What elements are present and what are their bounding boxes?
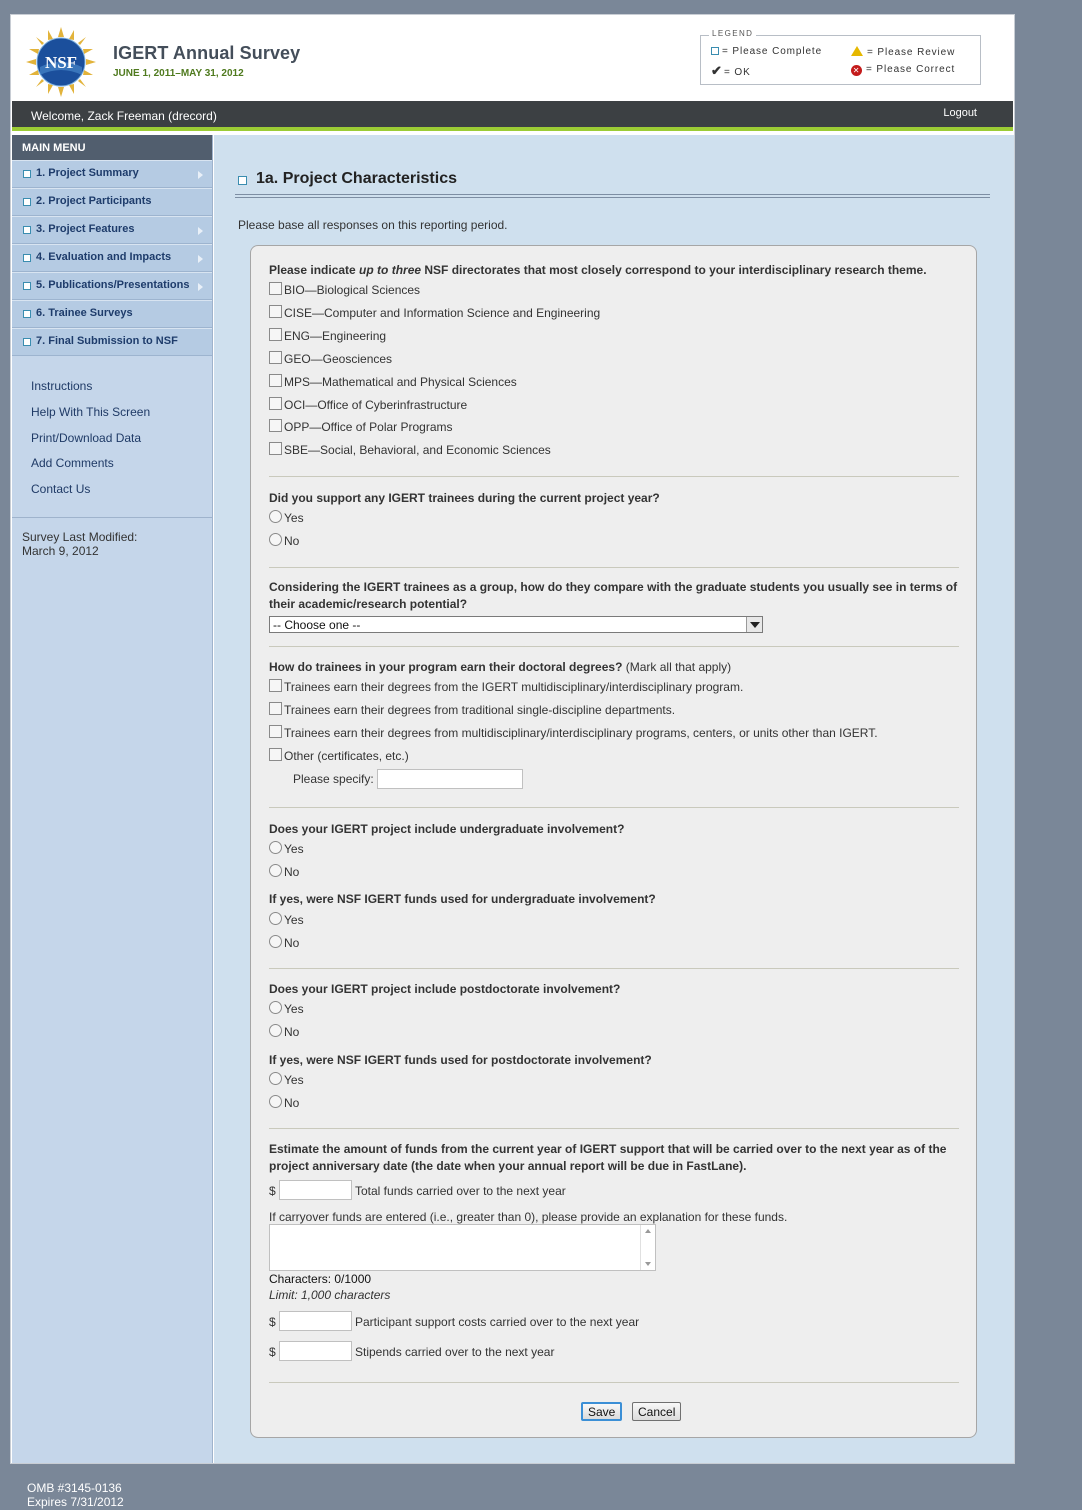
checkbox-other[interactable]: Other (certificates, etc.): [269, 748, 409, 763]
doctoral-degrees-section: [269, 659, 959, 789]
legend-please-correct: ✕ = Please Correct: [852, 64, 956, 75]
chevron-right-icon: [198, 255, 203, 263]
legend-please-complete: = Please Complete: [711, 46, 822, 57]
radio-undergrad-funds-no[interactable]: No: [269, 935, 299, 950]
svg-text:NSF: NSF: [44, 53, 78, 72]
radio-postdoc-yes[interactable]: Yes: [269, 1001, 304, 1016]
warning-icon: [851, 46, 863, 56]
total-funds-input[interactable]: [279, 1180, 352, 1200]
section-divider: [269, 1128, 959, 1129]
omb-number: OMB #3145-0136: [27, 1481, 122, 1495]
expiration-date: Expires 7/31/2012: [27, 1495, 124, 1509]
welcome-bar: [12, 101, 1013, 131]
main-menu-title: MAIN MENU: [12, 135, 212, 160]
checkbox-cise[interactable]: CISE—Computer and Information Science and Engineering: [269, 305, 600, 320]
sidebar: [12, 135, 213, 1463]
radio-trainees-yes[interactable]: Yes: [269, 510, 304, 525]
section-divider: [269, 807, 959, 808]
status-box-icon: [23, 170, 31, 178]
menu-item-project-summary[interactable]: 1. Project Summary: [12, 160, 212, 188]
menu-item-project-features[interactable]: 3. Project Features: [12, 216, 212, 244]
radio-trainees-no[interactable]: No: [269, 533, 299, 548]
radio-undergrad-no[interactable]: No: [269, 864, 299, 879]
undergraduate-funds-question: If yes, were NSF IGERT funds used for undergraduate involvement?: [269, 892, 656, 906]
print-download-link[interactable]: Print/Download Data: [31, 430, 142, 445]
participant-support-label: Participant support costs carried over to the next year: [355, 1315, 640, 1329]
carryover-explain-label: If carryover funds are entered (i.e., greater than 0), please provide an explanation for these funds.: [269, 1210, 788, 1224]
chevron-right-icon: [198, 171, 203, 179]
help-link[interactable]: Help With This Screen: [31, 404, 151, 419]
doctoral-degrees-question: How do trainees in your program earn their doctoral degrees? (Mark all that apply): [269, 660, 732, 674]
carryover-question: Estimate the amount of funds from the current year of IGERT support that will be carried over to the next year as of the project anniversary date (the date when your annual report will be due in FastLane).: [269, 1142, 947, 1173]
section-divider: [269, 968, 959, 969]
instructions-link[interactable]: Instructions: [31, 379, 93, 393]
trainee-comparison-question: Considering the IGERT trainees as a group, how do they compare with the graduate students you usually see in terms of their academic/research potential?: [269, 580, 958, 611]
undergraduate-section: [269, 821, 959, 951]
trainees-support-question: Did you support any IGERT trainees during the current project year?: [269, 491, 660, 505]
trainees-support-section: [269, 490, 959, 550]
radio-postdoc-funds-yes[interactable]: Yes: [269, 1072, 304, 1087]
character-limit: Limit: 1,000 characters: [269, 1288, 391, 1302]
total-funds-label: Total funds carried over to the next year: [355, 1184, 566, 1198]
status-box-icon: [23, 226, 31, 234]
menu-item-final-submission[interactable]: 7. Final Submission to NSF: [12, 328, 212, 356]
app-title: IGERT Annual Survey: [113, 43, 301, 63]
legend-please-review: = Please Review: [851, 46, 955, 58]
header: [11, 15, 1014, 101]
participant-support-input[interactable]: [279, 1311, 352, 1331]
survey-window: [10, 14, 1015, 1464]
section-divider: [269, 646, 959, 647]
intro-text: Please base all responses on this reporting period.: [238, 218, 508, 232]
add-comments-link[interactable]: Add Comments: [31, 456, 114, 471]
trainee-comparison-section: [269, 579, 959, 635]
checkbox-igert-program[interactable]: Trainees earn their degrees from the IGERT multidisciplinary/interdisciplinary program.: [269, 679, 743, 694]
title-divider: [235, 194, 990, 198]
main-content: [214, 135, 1014, 1463]
currency-symbol: $: [269, 1345, 276, 1359]
menu-item-project-participants[interactable]: 2. Project Participants: [12, 188, 212, 216]
nsf-logo: [26, 27, 96, 97]
checkbox-opp[interactable]: OPP—Office of Polar Programs: [269, 419, 453, 434]
menu-item-trainee-surveys[interactable]: 6. Trainee Surveys: [12, 300, 212, 328]
specify-input[interactable]: [377, 769, 523, 789]
comparison-select[interactable]: -- Choose one --: [269, 616, 763, 633]
page-title: 1a. Project Characteristics: [256, 170, 457, 187]
welcome-text: Welcome, Zack Freeman (drecord): [31, 109, 217, 123]
checkbox-oci[interactable]: OCI—Office of Cyberinfrastructure: [269, 397, 467, 412]
menu-item-publications[interactable]: 5. Publications/Presentations: [12, 272, 212, 300]
legend-ok: ✔= OK: [711, 63, 751, 78]
carryover-section: [269, 1141, 959, 1371]
checkbox-single-discipline[interactable]: Trainees earn their degrees from traditional single-discipline departments.: [269, 702, 675, 717]
chevron-right-icon: [198, 227, 203, 235]
error-icon: ✕: [852, 66, 861, 75]
postdoc-funds-question: If yes, were NSF IGERT funds used for postdoctorate involvement?: [269, 1053, 652, 1067]
radio-undergrad-yes[interactable]: Yes: [269, 841, 304, 856]
currency-symbol: $: [269, 1184, 276, 1198]
contact-us-link[interactable]: Contact Us: [31, 482, 91, 497]
checkbox-other-programs[interactable]: Trainees earn their degrees from multidisciplinary/interdisciplinary programs, centers, or units other than IGERT.: [269, 725, 878, 740]
status-box-icon: [238, 176, 247, 185]
save-button[interactable]: Save: [581, 1402, 622, 1421]
reporting-period: JUNE 1, 2011–MAY 31, 2012: [113, 68, 244, 79]
postdoc-question: Does your IGERT project include postdoctorate involvement?: [269, 982, 621, 996]
section-divider: [269, 1382, 959, 1383]
chevron-right-icon: [198, 283, 203, 291]
section-divider: [269, 567, 959, 568]
checkmark-icon: ✔: [711, 63, 723, 78]
chevron-down-icon[interactable]: [746, 617, 762, 632]
character-count: Characters: 0/1000: [269, 1272, 372, 1286]
status-box-icon: [23, 198, 31, 206]
undergraduate-question: Does your IGERT project include undergraduate involvement?: [269, 822, 625, 836]
radio-undergrad-funds-yes[interactable]: Yes: [269, 912, 304, 927]
status-box-icon: [23, 338, 31, 346]
textarea-scrollbar[interactable]: [640, 1225, 655, 1270]
status-box-icon: [23, 282, 31, 290]
footer: [27, 1481, 124, 1509]
directorates-question: Please indicate up to three NSF directorates that most closely correspond to your interdisciplinary research theme.: [269, 263, 927, 277]
survey-last-modified: Survey Last Modified: March 9, 2012: [22, 529, 138, 558]
legend-title: LEGEND: [709, 29, 756, 38]
section-divider: [269, 476, 959, 477]
stipends-label: Stipends carried over to the next year: [355, 1345, 555, 1359]
checkbox-bio[interactable]: BIO—Biological Sciences: [269, 282, 420, 297]
radio-postdoc-funds-no[interactable]: No: [269, 1095, 299, 1110]
status-box-icon: [23, 310, 31, 318]
carryover-explanation-textarea[interactable]: [269, 1224, 656, 1271]
menu-item-evaluation-impacts[interactable]: 4. Evaluation and Impacts: [12, 244, 212, 272]
checkbox-geo[interactable]: GEO—Geosciences: [269, 351, 392, 366]
logout-link[interactable]: Logout: [943, 107, 977, 119]
checkbox-sbe[interactable]: SBE—Social, Behavioral, and Economic Sciences: [269, 442, 551, 457]
sidebar-links: [12, 356, 212, 518]
form-panel: [250, 245, 977, 1438]
checkbox-mps[interactable]: MPS—Mathematical and Physical Sciences: [269, 374, 517, 389]
radio-postdoc-no[interactable]: No: [269, 1024, 299, 1039]
checkbox-eng[interactable]: ENG—Engineering: [269, 328, 386, 343]
status-box-icon: [23, 254, 31, 262]
stipends-input[interactable]: [279, 1341, 352, 1361]
empty-box-icon: [711, 47, 719, 55]
cancel-button[interactable]: Cancel: [632, 1402, 681, 1421]
specify-label: Please specify:: [293, 772, 374, 786]
currency-symbol: $: [269, 1315, 276, 1329]
postdoc-section: [269, 981, 959, 1111]
directorates-section: [269, 262, 959, 462]
legend: [700, 29, 981, 85]
